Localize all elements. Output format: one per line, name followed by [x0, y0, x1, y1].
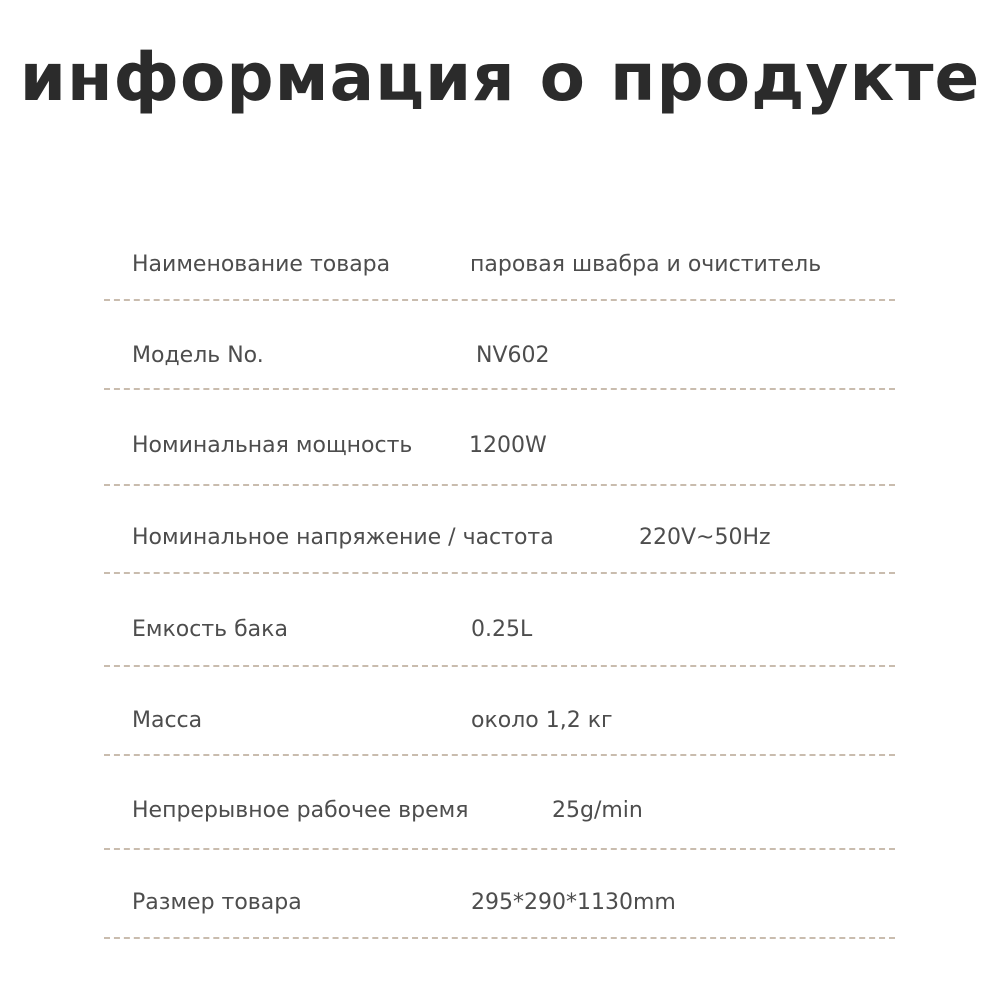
row-divider	[104, 848, 895, 850]
spec-label-tank-capacity: Емкость бака	[132, 617, 288, 642]
row-divider	[104, 388, 895, 390]
row-divider	[104, 484, 895, 486]
spec-value-rated-power: 1200W	[469, 433, 547, 458]
spec-value-tank-capacity: 0.25L	[471, 617, 533, 642]
row-divider	[104, 572, 895, 574]
row-divider	[104, 754, 895, 756]
row-divider	[104, 665, 895, 667]
spec-label-voltage-frequency: Номинальное напряжение / частота	[132, 525, 554, 550]
spec-value-working-time: 25g/min	[552, 798, 643, 823]
page-title: информация о продукте	[19, 39, 981, 116]
spec-label-weight: Масса	[132, 708, 203, 733]
spec-label-product-size: Размер товара	[132, 890, 302, 915]
spec-label-working-time: Непрерывное рабочее время	[132, 798, 469, 823]
spec-value-product-size: 295*290*1130mm	[471, 890, 676, 915]
spec-value-weight: около 1,2 кг	[471, 708, 613, 733]
row-divider	[104, 299, 895, 301]
spec-label-model: Модель No.	[132, 343, 264, 368]
spec-label-product-name: Наименование товара	[132, 252, 391, 277]
spec-value-product-name: паровая швабра и очиститель	[470, 252, 822, 277]
spec-value-model: NV602	[476, 343, 550, 368]
spec-value-voltage-frequency: 220V~50Hz	[639, 525, 771, 550]
spec-label-rated-power: Номинальная мощность	[132, 433, 413, 458]
row-divider	[104, 937, 895, 939]
